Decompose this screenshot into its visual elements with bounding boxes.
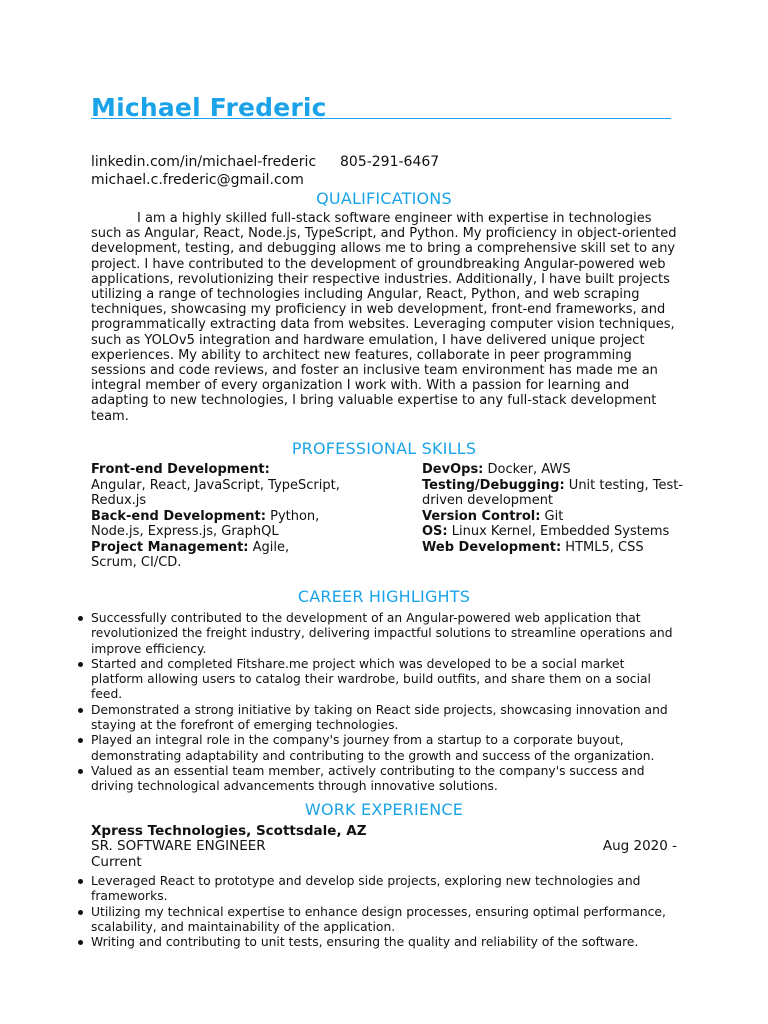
skill-value: Git (540, 508, 564, 524)
skill-value: Agile, Scrum, CI/CD. (91, 539, 290, 570)
list-item: Writing and contributing to unit tests, ensuring the quality and reliability of the software. (91, 935, 677, 950)
skill-label: Project Management: (91, 539, 249, 555)
skill-label: Front-end Development: (91, 462, 270, 477)
experience-list (91, 874, 677, 950)
skill-label: DevOps: (422, 462, 484, 477)
skills-heading: PROFESSIONAL SKILLS (291, 439, 477, 458)
skill-value: HTML5, CSS (561, 539, 644, 555)
list-item: Successfully contributed to the development of an Angular-powered web application that revolutionized the freight industry, delivering impactful solutions to streamline operations and improve efficiency. (91, 611, 677, 657)
skill-value: Python, Node.js, Express.js, GraphQL (91, 508, 320, 539)
skill-label: OS: (422, 524, 448, 539)
skill-project-management (91, 540, 321, 571)
skills-right-column (422, 462, 684, 555)
skill-version-control (422, 509, 684, 525)
skill-value: Unit testing, Test-driven development (422, 477, 684, 508)
skill-backend (91, 509, 353, 540)
role-title: SR. SOFTWARE ENGINEER (91, 838, 266, 854)
highlights-list (91, 611, 677, 795)
role-date-end: Current (91, 854, 142, 870)
list-item: Valued as an essential team member, actively contributing to the company's success and driving technological advancements through innovative solutions. (91, 764, 677, 795)
qualifications-paragraph: I am a highly skilled full-stack software engineer with expertise in technologies such as Angular, React, Node.js, TypeScript, and Python. My proficiency in object-oriented development, testing, and debugging allows me to bring a comprehensive skill set to any project. I have contributed to the development of groundbreaking Angular-powered web applications, revolutionizing their respective industries. Additionally, I have built projects utilizing a range of technologies including Angular, React, Python, and web scraping techniques, showcasing my proficiency in web development, front-end frameworks, and programmatically extracting data from websites. Leveraging computer vision techniques, such as YOLOv5 integration and hardware emulation, I have delivered unique project experiences. My ability to architect new features, collaborate in peer programming sessions and code reviews, and foster an inclusive team environment has made me an integral member of every organization I work with. With a passion for learning and adapting to new technologies, I bring valuable expertise to any full-stack development team. (91, 211, 677, 424)
list-item: Leveraged React to prototype and develop side projects, exploring new technologies and frameworks. (91, 874, 677, 905)
skill-value: Docker, AWS (483, 462, 571, 477)
skill-value: Angular, React, JavaScript, TypeScript, Redux.js (91, 477, 340, 508)
list-item: Started and completed Fitshare.me project which was developed to be a social market platform allowing users to catalog their wardrobe, build outfits, and share them on a social feed. (91, 657, 677, 703)
linkedin-url: linkedin.com/in/michael-frederic (91, 154, 317, 170)
skills-left-column (91, 462, 353, 571)
skill-web-development (422, 540, 684, 556)
candidate-name: Michael Frederic (91, 93, 327, 122)
highlights-heading: CAREER HIGHLIGHTS (297, 587, 471, 606)
name-underline (91, 118, 671, 119)
skill-label: Web Development: (422, 539, 562, 555)
role-date-start: Aug 2020 - (602, 838, 677, 854)
email-address: michael.c.frederic@gmail.com (91, 172, 304, 188)
skill-label: Version Control: (422, 508, 541, 524)
list-item: Played an integral role in the company's journey from a startup to a corporate buyout, demonstrating adaptability and contributing to the growth and success of the organization. (91, 733, 677, 764)
company-name: Xpress Technologies, Scottsdale, AZ (91, 823, 367, 839)
list-item: Demonstrated a strong initiative by taking on React side projects, showcasing innovation and staying at the forefront of emerging technologies. (91, 703, 677, 734)
skill-label: Testing/Debugging: (422, 477, 565, 493)
experience-heading: WORK EXPERIENCE (304, 800, 464, 819)
skill-frontend (91, 462, 353, 509)
skill-label: Back-end Development: (91, 508, 266, 524)
skill-devops (422, 462, 684, 478)
phone-number: 805-291-6467 (340, 154, 440, 170)
list-item: Utilizing my technical expertise to enhance design processes, ensuring optimal performance, scalability, and maintainability of the application. (91, 905, 677, 936)
skill-os (422, 524, 684, 540)
qualifications-heading: QUALIFICATIONS (316, 189, 452, 208)
skill-testing (422, 478, 684, 509)
skill-value: Linux Kernel, Embedded Systems (447, 524, 670, 539)
